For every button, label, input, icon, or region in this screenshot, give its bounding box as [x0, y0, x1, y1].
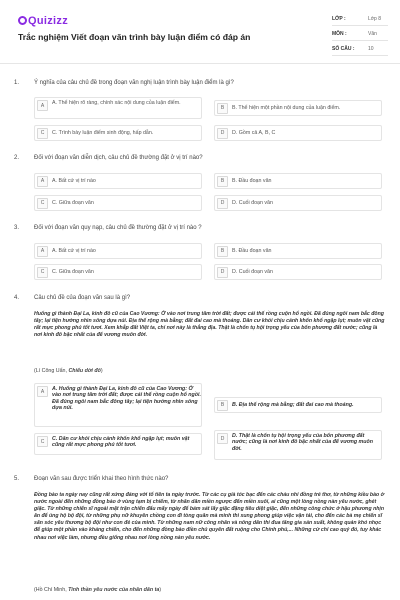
- meta-label: LỚP :: [332, 16, 346, 22]
- option-text: B. Đầu đoạn văn: [232, 247, 272, 254]
- reading-passage: Đồng bào ta ngày nay cũng rất xứng đáng với tổ tiên ta ngày trước. Từ các cụ già tóc bạc đến các cháu nhi đồng trẻ thơ, từ những kiều bào ở nước ngoài đến những đồng bào ở vùng tạm bị chiếm, từ nhân dân miền ngược đến miền xuôi, ai cũng một lòng nồng nàn yêu nước, ghét giặc. Từ những chiến sĩ ngoài mặt trận chiến đấu mấy ngày để bám sát lấy giặc đặng tiêu diệt giặc, đến những công chức ở hậu phương nhịn ăn để ủng hộ bộ đội, từ những phụ nữ khuyên chồng con đi tòng quân mà mình thì xung phong giúp việc vận tải, cho đến các bà mẹ chiến sĩ săn sóc yêu thương bộ đội như con đẻ của mình. Từ những nam nữ công nhân và nông dân thi đua tăng gia sản xuất, không quản khó nhọc để giúp một phần vào kháng chiến, cho đến những đồng bào điền chủ quyên đất ruộng cho Chính phủ,... Những cử chỉ cao quý đó, tuy khác nhau nơi việc làm, nhưng đều giống nhau nơi lòng nồng nàn yêu nước.: [34, 492, 385, 541]
- option-letter: B: [217, 103, 228, 114]
- option-text: C. Trình bày luận điểm sinh động, hấp dẫn.: [52, 129, 154, 136]
- option-text: A. Huống gì thành Đại La, kinh đô cũ của Cao Vương: Ở vào nơi trung tâm trời đất; được cái thế rồng cuộn hổ ngồi. Đã đúng ngôi nam bắc đông tây; lại tiện hướng nhìn sông dựa núi.: [52, 386, 201, 411]
- answer-option-a[interactable]: [34, 383, 202, 427]
- question-number: 2.: [14, 155, 20, 161]
- option-letter: C: [37, 128, 48, 139]
- source-title: Tinh thần yêu nước của nhân dân ta: [68, 587, 160, 593]
- answer-option-b[interactable]: [214, 173, 382, 189]
- answer-option-d[interactable]: [214, 430, 382, 460]
- question-text: Ý nghĩa của câu chủ đề trong đoạn văn nghị luận trình bày luận điểm là gì?: [34, 80, 234, 86]
- meta-value: Lớp 8: [368, 16, 382, 22]
- option-letter: B: [217, 400, 228, 411]
- passage-source: [34, 587, 161, 593]
- question-number: 4.: [14, 295, 20, 301]
- answer-option-a[interactable]: [34, 243, 202, 259]
- meta-row-subject: [332, 27, 388, 41]
- answer-option-b[interactable]: [214, 243, 382, 259]
- passage-source: [34, 368, 103, 374]
- option-letter: A: [37, 176, 48, 187]
- document-header: [0, 0, 400, 64]
- option-text: C. Giữa đoạn văn: [52, 199, 94, 206]
- meta-label: SỐ CÂU :: [332, 46, 355, 52]
- option-text: B. Thể hiện một phần nội dung của luận điểm.: [232, 104, 341, 111]
- page-title: Trắc nghiệm Viết đoạn văn trình bày luận điểm có đáp án: [18, 32, 251, 42]
- option-letter: D: [217, 433, 228, 444]
- answer-option-c[interactable]: [34, 125, 202, 141]
- question-text: Đối với đoạn văn diễn dịch, câu chủ đề thường đặt ở vị trí nào?: [34, 155, 203, 161]
- option-text: A. Bất cứ vị trí nào: [52, 247, 96, 254]
- question-number: 5.: [14, 476, 20, 482]
- meta-label: MÔN :: [332, 31, 347, 37]
- answer-option-d[interactable]: [214, 195, 382, 211]
- option-text: D. Cuối đoạn văn: [232, 199, 273, 206]
- option-text: D. Gồm cả A, B, C: [232, 129, 276, 136]
- answer-option-b[interactable]: [214, 397, 382, 413]
- meta-row-count: [332, 42, 388, 56]
- meta-row-grade: [332, 12, 388, 26]
- option-letter: C: [37, 267, 48, 278]
- answer-option-c[interactable]: [34, 433, 202, 455]
- question-text: Câu chủ đề của đoạn văn sau là gì?: [34, 295, 131, 301]
- meta-value: Văn: [368, 31, 377, 37]
- answer-option-d[interactable]: [214, 125, 382, 141]
- question-text: Đoạn văn sau được triển khai theo hình thức nào?: [34, 476, 169, 482]
- question-text: Đối với đoạn văn quy nạp, câu chủ đề thường đặt ở vị trí nào ?: [34, 225, 202, 231]
- option-text: D. Thật là chốn tụ hội trọng yếu của bốn phương đất nước; cũng là nơi kinh đô bậc nhất của đế vương muôn đời.: [232, 433, 373, 452]
- option-text: D. Cuối đoạn văn: [232, 268, 273, 275]
- logo-mark-icon: [18, 16, 27, 25]
- source-author: (Lí Công Uẩn,: [34, 368, 69, 374]
- answer-option-b[interactable]: [214, 100, 382, 116]
- source-title: Chiếu dời đô: [68, 368, 101, 374]
- source-author: (Hồ Chí Minh,: [34, 587, 69, 593]
- answer-option-c[interactable]: [34, 195, 202, 211]
- answer-option-a[interactable]: [34, 97, 202, 119]
- option-text: A. Thể hiện rõ ràng, chính xác nội dung của luận điểm.: [52, 100, 181, 106]
- answer-option-c[interactable]: [34, 264, 202, 280]
- option-text: B. Địa thế rộng mà bằng; đất đai cao mà thoáng.: [232, 401, 354, 408]
- question-number: 1.: [14, 80, 20, 86]
- quizizz-logo[interactable]: [18, 15, 68, 27]
- option-letter: B: [217, 176, 228, 187]
- option-text: C. Giữa đoạn văn: [52, 268, 94, 275]
- source-suffix: ): [159, 587, 162, 593]
- option-letter: D: [217, 267, 228, 278]
- option-letter: B: [217, 246, 228, 257]
- option-letter: C: [37, 198, 48, 209]
- option-text: C. Dân cư khỏi chịu cảnh khốn khổ ngập lụt; muôn vật cũng rất mực phong phú tốt tươi.: [52, 436, 190, 449]
- option-letter: D: [217, 128, 228, 139]
- answer-option-d[interactable]: [214, 264, 382, 280]
- reading-passage: Huống gì thành Đại La, kinh đô cũ của Cao Vương: Ở vào nơi trung tâm trời đất; được cái thế rồng cuộn hổ ngồi. Đã đúng ngôi nam bắc đông tây; lại tiện hướng nhìn sông dựa núi. Địa thế rộng mà bằng; đất đai cao mà thoáng. Dân cư khỏi chịu cảnh khốn khổ ngập lụt; muôn vật cũng rất mực phong phú tốt tươi. Xem khắp đất Việt ta, chỉ nơi này là thắng địa. Thật là chốn tụ hội trọng yếu của bốn phương đất nước; cũng là nơi kinh đô bậc nhất của đế vương muôn đời.: [34, 311, 385, 339]
- meta-value: 10: [368, 46, 374, 52]
- option-letter: A: [37, 246, 48, 257]
- option-letter: A: [37, 100, 48, 111]
- question-number: 3.: [14, 225, 20, 231]
- option-letter: C: [37, 436, 48, 447]
- option-text: A. Bất cứ vị trí nào: [52, 177, 96, 184]
- answer-option-a[interactable]: [34, 173, 202, 189]
- option-letter: A: [37, 386, 48, 397]
- option-text: B. Đầu đoạn văn: [232, 177, 272, 184]
- option-letter: D: [217, 198, 228, 209]
- logo-text: Quizizz: [28, 15, 68, 27]
- source-suffix: ): [100, 368, 103, 374]
